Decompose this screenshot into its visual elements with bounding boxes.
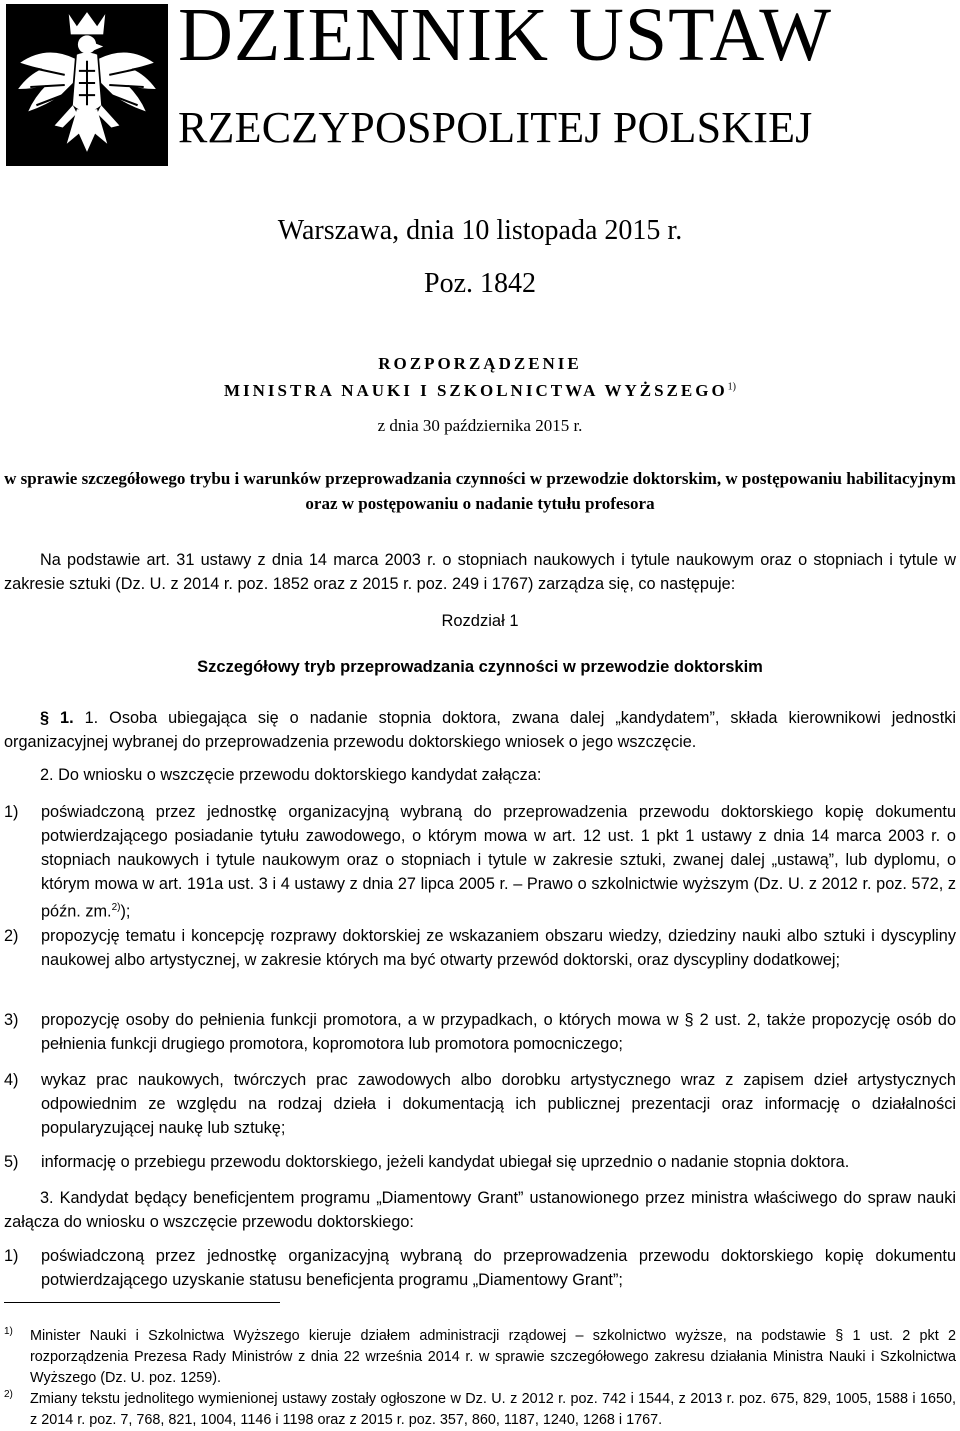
footnote-divider — [4, 1302, 280, 1303]
section-marker: § 1. — [40, 709, 74, 727]
footnote-ref-2[interactable]: 2) — [111, 902, 121, 913]
list-item-text: propozycję osoby do pełnienia funkcji promotora, a w przypadkach, o których mowa w § 2 ust. 2, także propozycję osób do pełnienia funkcji drugiego promotora, kopromotora lub promotora pomocniczego; — [41, 1011, 956, 1053]
white-eagle-emblem-icon — [6, 4, 168, 166]
list-item-text-tail: ); — [120, 902, 131, 921]
list-item — [4, 924, 956, 972]
journal-subtitle: RZECZYPOSPOLITEJ POLSKIEJ — [178, 103, 813, 152]
list-item-number: 4) — [4, 1071, 19, 1089]
list-item-text: propozycję tematu i koncepcję rozprawy doktorskiej ze wskazaniem obszaru wiedzy, dziedziny nauki albo sztuki i dyscypliny naukowej albo artystycznej, w zakresie których ma być otwarty przewód doktorski, oraz dyscypliny dodatkowej; — [41, 927, 956, 969]
list-item — [4, 1244, 956, 1292]
list-item-text: informację o przebiegu przewodu doktorskiego, jeżeli kandydat ubiegał się uprzednio o nadanie stopnia doktora. — [41, 1153, 850, 1171]
footnote-number: 1) — [4, 1326, 13, 1337]
footnote-ref-1[interactable]: 1) — [727, 381, 737, 393]
footnote — [4, 1389, 956, 1431]
section-1-paragraph-1 — [4, 706, 956, 754]
list-item — [4, 800, 956, 923]
footnote-text: Minister Nauki i Szkolnictwa Wyższego kieruje działem administracji rządowej – szkolnictwo wyższe, na podstawie § 1 ust. 2 pkt 2 rozporządzenia Prezesa Rady Ministrów z dnia 22 września 2014 r. w sprawie szczegółowego zakresu działania Ministra Nauki i Szkolnictwa Wyższego (Dz. U. poz. 1259). — [30, 1328, 956, 1386]
paragraph-1-text: 1. Osoba ubiegająca się o nadanie stopnia doktora, zwana dalej „kandydatem”, składa kierownikowi jednostki organizacyjnej wybranej do przeprowadzenia przewodu doktorskiego wniosek o jego wszczęcie. — [4, 709, 956, 751]
chapter-label: Rozdział 1 — [441, 612, 519, 630]
footnote — [4, 1326, 956, 1389]
preamble: Na podstawie art. 31 ustawy z dnia 14 marca 2003 r. o stopniach naukowych i tytule naukowym oraz o stopniach i tytule w zakresie sztuki (Dz. U. z 2014 r. poz. 1852 oraz z 2015 r. poz. 249 i 1767) zarządza się, co następuje: — [4, 551, 956, 593]
list-item — [4, 1008, 956, 1056]
list-item-number: 3) — [4, 1011, 19, 1029]
footnote-text: Zmiany tekstu jednolitego wymienionej ustawy zostały ogłoszone w Dz. U. z 2012 r. poz. 742 i 1544, z 2013 r. poz. 675, 829, 1005, 1588 i 1650, z 2014 r. poz. 7, 768, 821, 1004, 1146 i 1198 oraz z 2015 r. poz. 357, 860, 1187, 1240, 1268 i 1767. — [30, 1391, 956, 1428]
position-number: Poz. 1842 — [424, 268, 536, 299]
list-item-text: poświadczoną przez jednostkę organizacyjną wybraną do przeprowadzenia przewodu doktorskiego kopię dokumentu potwierdzającego uzyskanie statusu beneficjenta programu „Diamentowy Grant”; — [41, 1247, 956, 1289]
list-item-text — [41, 800, 956, 923]
section-1-paragraph-3: 3. Kandydat będący beneficjentem programu „Diamentowy Grant” ustanowionego przez ministra właściwego do spraw nauki załącza do wniosku o wszczęcie przewodu doktorskiego: — [4, 1189, 956, 1231]
chapter-title: Szczegółowy tryb przeprowadzania czynności w przewodzie doktorskim — [197, 658, 763, 676]
journal-title: DZIENNIK USTAW — [178, 0, 833, 77]
list-item-text: wykaz prac naukowych, twórczych prac zawodowych albo dorobku artystycznego wraz z zapisem dzieł artystycznych odpowiednim ze względu na rodzaj dzieła i dokumentacją ich publicznej prezentacji oraz informację o działalności popularyzującej naukę lub sztukę; — [41, 1071, 956, 1137]
act-subject: w sprawie szczegółowego trybu i warunków przeprowadzania czynności w przewodzie doktorskim, w postępowaniu habilitacyjnym oraz w postępowaniu o nadanie tytułu profesora — [4, 469, 956, 513]
list-item-number: 5) — [4, 1153, 19, 1171]
act-type: ROZPORZĄDZENIE — [378, 354, 582, 373]
footnote-number: 2) — [4, 1389, 13, 1400]
publication-date: Warszawa, dnia 10 listopada 2015 r. — [277, 215, 683, 246]
act-issuer — [0, 381, 960, 401]
act-issuer-name: MINISTRA NAUKI I SZKOLNICTWA WYŻSZEGO — [223, 381, 728, 400]
list-item — [4, 1150, 956, 1174]
list-item-text-body: poświadczoną przez jednostkę organizacyjną wybraną do przeprowadzenia przewodu doktorskiego kopię dokumentu potwierdzającego posiadanie tytułu zawodowego, o którym mowa w art. 12 ust. 1 pkt 1 ustawy z dnia 14 marca 2003 r. o stopniach naukowych i tytule naukowym oraz o stopniach i tytule w zakresie sztuki, zwanej dalej „ustawą”, lub dyplomu, o którym mowa w art. 191a ust. 3 i 4 ustawy z dnia 27 lipca 2005 r. – Prawo o szkolnictwie wyższym (Dz. U. z 2012 r. poz. 572, z późn. zm. — [41, 803, 956, 921]
list-item-number: 2) — [4, 927, 19, 945]
list-item-number: 1) — [4, 1247, 19, 1265]
list-item — [4, 1068, 956, 1140]
section-1-paragraph-2: 2. Do wniosku o wszczęcie przewodu doktorskiego kandydat załącza: — [40, 766, 542, 784]
list-item-number: 1) — [4, 803, 19, 821]
act-date: z dnia 30 października 2015 r. — [377, 416, 583, 435]
